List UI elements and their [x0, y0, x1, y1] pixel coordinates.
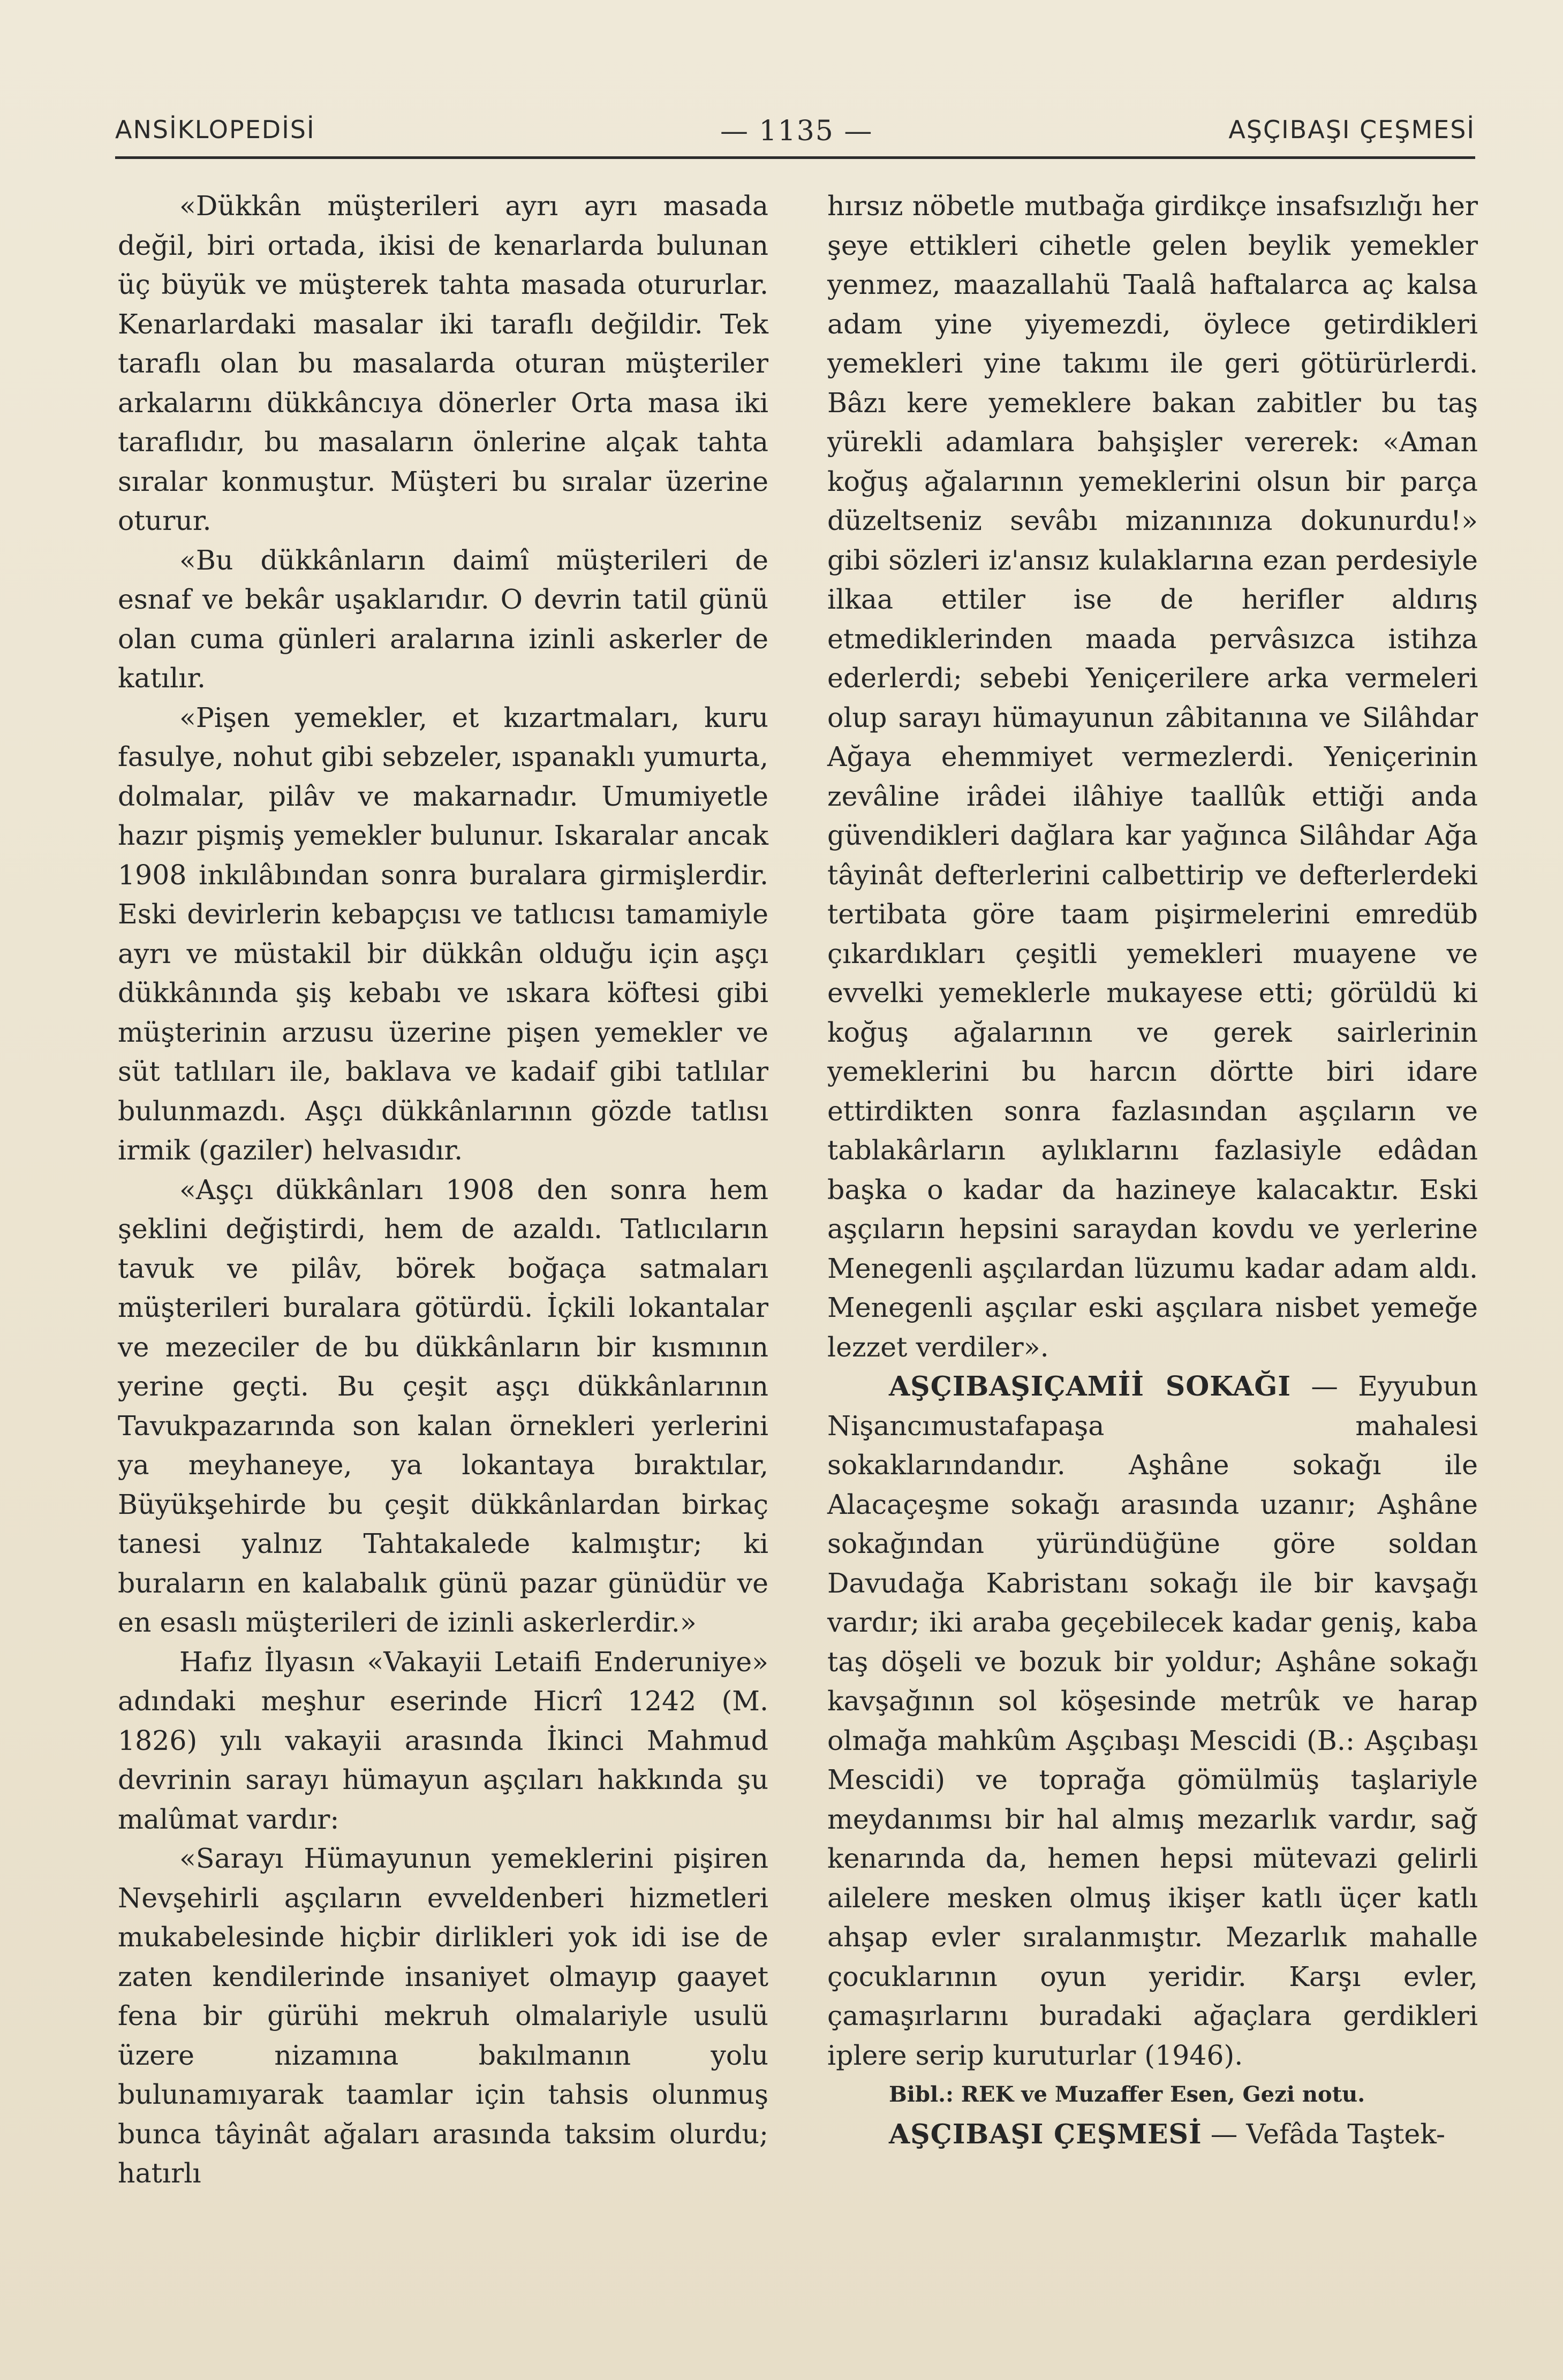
header-left-title: ANSİKLOPEDİSİ	[115, 115, 315, 144]
entry-title: AŞÇIBAŞI ÇEŞMESİ	[889, 2118, 1202, 2150]
header-rule	[115, 156, 1475, 159]
paragraph-continuation: hırsız nöbetle mutbağa girdikçe insafsızlığı her şeye ettikleri cihetle gelen beylik yemekler yenmez, maazallahü Taalâ haftalarca aç kalsa adam yine yiyemezdi, öylece getirdikleri yemekleri yine takımı ile geri götürürlerdi. Bâzı kere yemeklere bakan zabitler bu taş yürekli adamlara bahşişler vererek: «Aman koğuş ağalarının yemeklerini olsun bir parça düzeltseniz sevâbı mizanınıza dokunurdu!» gibi sözleri iz'ansız kulaklarına ezan perdesiyle ilkaa ettiler ise de herifler aldırış etmediklerinden maada pervâsızca istihza ederlerdi; sebebi Yeniçerilere arka vermeleri olup sarayı hümayunun zâbitanına ve Silâhdar Ağaya ehemmiyet vermezlerdi. Yeniçerinin zevâline irâdei ilâhiye taallûk ettiği anda güvendikleri dağlara kar yağınca Silâhdar Ağa tâyinât defterlerini calbettirip ve defterlerdeki tertibata göre taam pişirmelerini emredüb çıkardıkları çeşitli yemekleri muayene ve evvelki yemeklerle mukayese etti; görüldü ki koğuş ağalarının ve gerek sairlerinin yemeklerini bu harcın dörtte biri idare ettirdikten sonra fazlasından aşçıların ve tablakârların aylıklarını fazlasiyle edâdan başka o kadar da hazineye kalacaktır. Eski aşçıların hepsini saraydan kovdu ve yerlerine Menegenli aşçılardan lüzumu kadar adam aldı. Menegenli aşçılar eski aşçılara nisbet yemeğe lezzet verdiler».	[827, 190, 1478, 1363]
header-right-title: AŞÇIBAŞI ÇEŞMESİ	[1228, 115, 1475, 144]
paragraph: «Pişen yemekler, et kızartmaları, kuru fasulye, nohut gibi sebzeler, ıspanaklı yumurta, dolmalar, pilâv ve makarnadır. Umumiyetle hazır pişmiş yemekler bulunur. Iskaralar ancak 1908 inkılâbından sonra buralara girmişlerdir. Eski devirlerin kebapçısı ve tatlıcısı tamamiyle ayrı ve müstakil bir dükkân olduğu için aşçı dükkânında şiş kebabı ve ıskara köftesi gibi müşterinin arzusu üzerine pişen yemekler ve süt tatlıları ile, baklava ve kadaif gibi tatlılar bulunmazdı. Aşçı dükkânlarının gözde tatlısı irmik (gaziler) helvasıdır.	[118, 701, 768, 1166]
paragraph: «Bu dükkânların daimî müşterileri de esnaf ve bekâr uşaklarıdır. O devrin tatil günü olan cuma günleri aralarına izinli askerler de katılır.	[118, 544, 768, 694]
page-number: — 1135 —	[720, 115, 873, 147]
right-column	[827, 186, 1478, 2154]
paragraph: «Dükkân müşterileri ayrı ayrı masada değil, biri ortada, ikisi de kenarlarda bulunan üç büyük ve müşterek tahta masada otururlar. Kenarlardaki masalar iki taraflı değildir. Tek taraflı olan bu masalarda oturan müşteriler arkalarını dükkâncıya dönerler Orta masa iki taraflıdır, bu masaların önlerine alçak tahta sıralar konmuştur. Müşteri bu sıralar üzerine oturur.	[118, 190, 768, 536]
left-column	[118, 186, 768, 2193]
paragraph: «Sarayı Hümayunun yemeklerini pişiren Nevşehirli aşçıların evveldenberi hizmetleri mukabelesinde hiçbir dirlikleri yok idi ise de zaten kendilerinde insaniyet olmayıp gaayet fena bir gürühi mekruh olmalariyle usulü üzere nizamına bakılmanın yolu bulunamıyarak taamlar için tahsis olunmuş bunca tâyinât ağaları arasında taksim olurdu; hatırlı	[118, 1843, 768, 2189]
paragraph: «Aşçı dükkânları 1908 den sonra hem şeklini değiştirdi, hem de azaldı. Tatlıcıların tavuk ve pilâv, börek boğaça satmaları müşterileri buralara götürdü. İçkili lokantalar ve mezeciler de bu dükkânların bir kısmının yerine geçti. Bu çeşit aşçı dükkânlarının Tavukpazarında son kalan örnekleri yerlerini ya meyhaneye, ya lokantaya bıraktılar, Büyükşehirde bu çeşit dükkânlardan birkaç tanesi yalnız Tahtakalede kalmıştır; ki buraların en kalabalık günü pazar günüdür ve en esaslı müşterileri de izinli askerlerdir.»	[118, 1173, 768, 1638]
entry-text: — Eyyubun Nişancımustafapaşa mahalesi sokaklarındandır. Aşhâne sokağı ile Alacaçeşme sokağı arasında uzanır; Aşhâne sokağından yüründüğüne göre soldan Davudağa Kabristanı sokağı ile bir kavşağı vardır; iki araba geçebilecek kadar geniş, kaba taş döşeli ve bozuk bir yoldur; Aşhâne sokağı kavşağının sol köşesinde metrûk ve harap olmağa mahkûm Aşçıbaşı Mescidi (B.: Aşçıbaşı Mescidi) ve toprağa gömülmüş taşlariyle meydanımsı bir hal almış mezarlık vardır, sağ kenarında da, hemen hepsi mütevazi gelirli ailelere mesken olmuş ikişer katlı üçer katlı ahşap evler sıralanmıştır. Mezarlık mahalle çocuklarının oyun yeridir. Karşı evler, çamaşırlarını buradaki ağaçlara gerdikleri iplere serip kuruturlar (1946).	[827, 1370, 1478, 2071]
entry-text: — Vefâda Taştek-	[1210, 2118, 1446, 2150]
entry-asçıbaşıçamii-sokagi	[827, 1367, 1478, 2075]
entry-ascibasi-cesmesi	[827, 2114, 1478, 2154]
paragraph: Hafız İlyasın «Vakayii Letaifi Enderuniye» adındaki meşhur eserinde Hicrî 1242 (M. 1826) yılı vakayii arasında İkinci Mahmud devrinin sarayı hümayun aşçıları hakkında şu malûmat vardır:	[118, 1646, 768, 1835]
running-header	[115, 110, 1475, 158]
entry-title: AŞÇIBAŞIÇAMİİ SOKAĞI	[889, 1370, 1292, 1402]
bibliography: Bibl.: REK ve Muzaffer Esen, Gezi notu.	[889, 2082, 1365, 2107]
